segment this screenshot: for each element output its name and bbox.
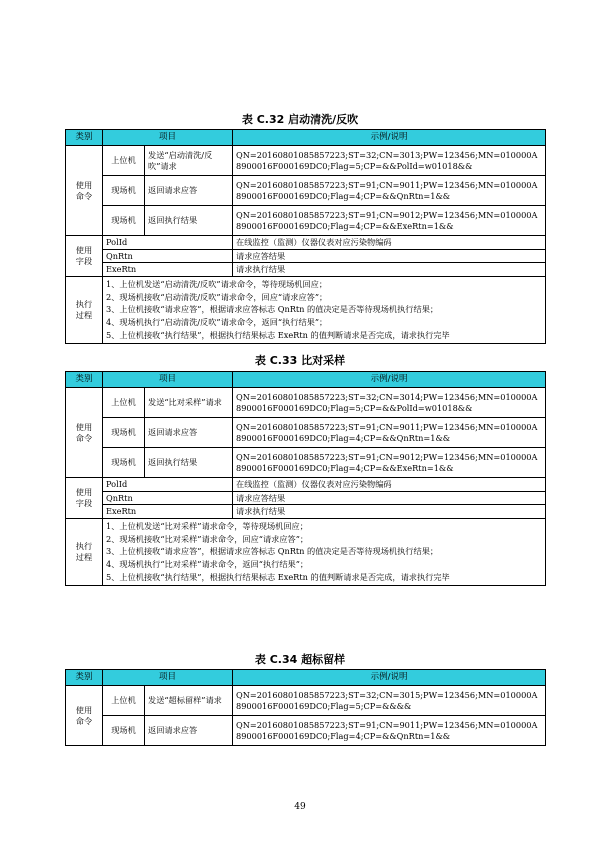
- process-label: 执行 过程: [66, 519, 103, 586]
- header-category: 类别: [66, 670, 103, 686]
- command-item: 返回请求应答: [145, 716, 233, 746]
- command-role: 现场机: [103, 418, 145, 448]
- field-name: ExeRtn: [103, 263, 233, 277]
- table-c33-caption: 表 C.33 比对采样: [254, 354, 346, 367]
- field-name: QnRtn: [103, 249, 233, 263]
- command-example: QN=20160801085857223;ST=32;CN=3015;PW=123456;MN=010000A8900016F000169DC0;Flag=5;CP=&&&&: [233, 686, 546, 716]
- usage-command-label: 使用 命令: [66, 146, 103, 236]
- header-category: 类别: [66, 372, 103, 388]
- table-c34-caption: 表 C.34 超标留样: [254, 653, 346, 666]
- header-item: 项目: [103, 130, 233, 146]
- command-item: 发送“比对采样”请求: [145, 388, 233, 418]
- usage-command-label: 使用 命令: [66, 388, 103, 478]
- table-header-row: [66, 372, 546, 388]
- command-example: QN=20160801085857223;ST=91;CN=9011;PW=123456;MN=010000A8900016F000169DC0;Flag=4;CP=&&QnRtn=1&&: [233, 176, 546, 206]
- field-desc: 请求执行结果: [233, 263, 546, 277]
- field-desc: 请求应答结果: [233, 249, 546, 263]
- field-name: PolId: [103, 478, 233, 492]
- field-row: [66, 263, 546, 277]
- header-item: 项目: [103, 670, 233, 686]
- header-example: 示例/说明: [233, 670, 546, 686]
- header-item: 项目: [103, 372, 233, 388]
- process-step: 2、现场机接收“启动清洗/反吹”请求命令，回应“请求应答”；: [106, 291, 328, 302]
- page-number: 49: [294, 802, 306, 812]
- process-steps: [103, 277, 546, 344]
- command-row: [66, 388, 546, 418]
- process-step: 1、上位机发送“比对采样”请求命令，等待现场机回应；: [106, 521, 308, 532]
- field-name: PolId: [103, 236, 233, 250]
- table-c33: [65, 371, 546, 586]
- command-row: [66, 176, 546, 206]
- field-name: QnRtn: [103, 491, 233, 505]
- header-category: 类别: [66, 130, 103, 146]
- command-row: [66, 418, 546, 448]
- table-c34: [65, 669, 546, 746]
- process-row: [66, 277, 546, 344]
- header-example: 示例/说明: [233, 130, 546, 146]
- table-c32-caption: 表 C.32 启动清洗/反吹: [241, 113, 359, 126]
- process-label: 执行 过程: [66, 277, 103, 344]
- command-role: 上位机: [103, 146, 145, 176]
- command-example: QN=20160801085857223;ST=32;CN=3014;PW=123456;MN=010000A8900016F000169DC0;Flag=5;CP=&&PolId=w01018&&: [233, 388, 546, 418]
- command-row: [66, 146, 546, 176]
- usage-command-label: 使用 命令: [66, 686, 103, 746]
- command-item: 返回执行结果: [145, 206, 233, 236]
- command-role: 现场机: [103, 448, 145, 478]
- field-row: [66, 491, 546, 505]
- process-step: 4、现场机执行“比对采样”请求命令，返回“执行结果”；: [106, 559, 309, 570]
- command-example: QN=20160801085857223;ST=91;CN=9011;PW=123456;MN=010000A8900016F000169DC0;Flag=4;CP=&&QnRtn=1&&: [233, 716, 546, 746]
- command-role: 现场机: [103, 716, 145, 746]
- command-example: QN=20160801085857223;ST=91;CN=9012;PW=123456;MN=010000A8900016F000169DC0;Flag=4;CP=&&ExeRtn=1&&: [233, 206, 546, 236]
- usage-field-label: 使用 字段: [66, 478, 103, 519]
- process-steps: [103, 519, 546, 586]
- process-step: 1、上位机发送“启动清洗/反吹”请求命令，等待现场机回应；: [106, 279, 328, 290]
- process-step: 3、上位机接收“请求应答”，根据请求应答标志 QnRtn 的值决定是否等待现场机执行结果；: [106, 304, 439, 315]
- command-example: QN=20160801085857223;ST=91;CN=9011;PW=123456;MN=010000A8900016F000169DC0;Flag=4;CP=&&QnRtn=1&&: [233, 418, 546, 448]
- command-role: 现场机: [103, 176, 145, 206]
- field-desc: 在线监控（监测）仪器仪表对应污染物编码: [233, 236, 546, 250]
- field-desc: 在线监控（监测）仪器仪表对应污染物编码: [233, 478, 546, 492]
- process-step: 3、上位机接收“请求应答”，根据请求应答标志 QnRtn 的值决定是否等待现场机执行结果；: [106, 546, 439, 557]
- process-step: 2、现场机接收“比对采样”请求命令，回应“请求应答”；: [106, 533, 309, 544]
- command-row: [66, 716, 546, 746]
- command-example: QN=20160801085857223;ST=91;CN=9012;PW=123456;MN=010000A8900016F000169DC0;Flag=4;CP=&&ExeRtn=1&&: [233, 448, 546, 478]
- command-item: 返回请求应答: [145, 418, 233, 448]
- command-item: 返回执行结果: [145, 448, 233, 478]
- command-row: [66, 448, 546, 478]
- field-name: ExeRtn: [103, 505, 233, 519]
- command-row: [66, 206, 546, 236]
- field-desc: 请求应答结果: [233, 491, 546, 505]
- header-example: 示例/说明: [233, 372, 546, 388]
- command-item: 发送“启动清洗/反吹”请求: [145, 146, 233, 176]
- table-header-row: [66, 670, 546, 686]
- usage-field-label: 使用 字段: [66, 236, 103, 277]
- table-header-row: [66, 130, 546, 146]
- command-item: 返回请求应答: [145, 176, 233, 206]
- field-desc: 请求执行结果: [233, 505, 546, 519]
- field-row: [66, 249, 546, 263]
- command-role: 现场机: [103, 206, 145, 236]
- command-role: 上位机: [103, 388, 145, 418]
- command-item: 发送“超标留样”请求: [145, 686, 233, 716]
- field-row: [66, 236, 546, 250]
- command-role: 上位机: [103, 686, 145, 716]
- process-step: 4、现场机执行“启动清洗/反吹”请求命令，返回“执行结果”；: [106, 317, 328, 328]
- process-step: 5、上位机接收“执行结果”，根据执行结果标志 ExeRtn 的值判断请求是否完成，请求执行完毕: [106, 329, 450, 340]
- command-example: QN=20160801085857223;ST=32;CN=3013;PW=123456;MN=010000A8900016F000169DC0;Flag=5;CP=&&PolId=w01018&&: [233, 146, 546, 176]
- process-row: [66, 519, 546, 586]
- table-c32: [65, 129, 546, 344]
- field-row: [66, 505, 546, 519]
- process-step: 5、上位机接收“执行结果”，根据执行结果标志 ExeRtn 的值判断请求是否完成，请求执行完毕: [106, 571, 450, 582]
- field-row: [66, 478, 546, 492]
- command-row: [66, 686, 546, 716]
